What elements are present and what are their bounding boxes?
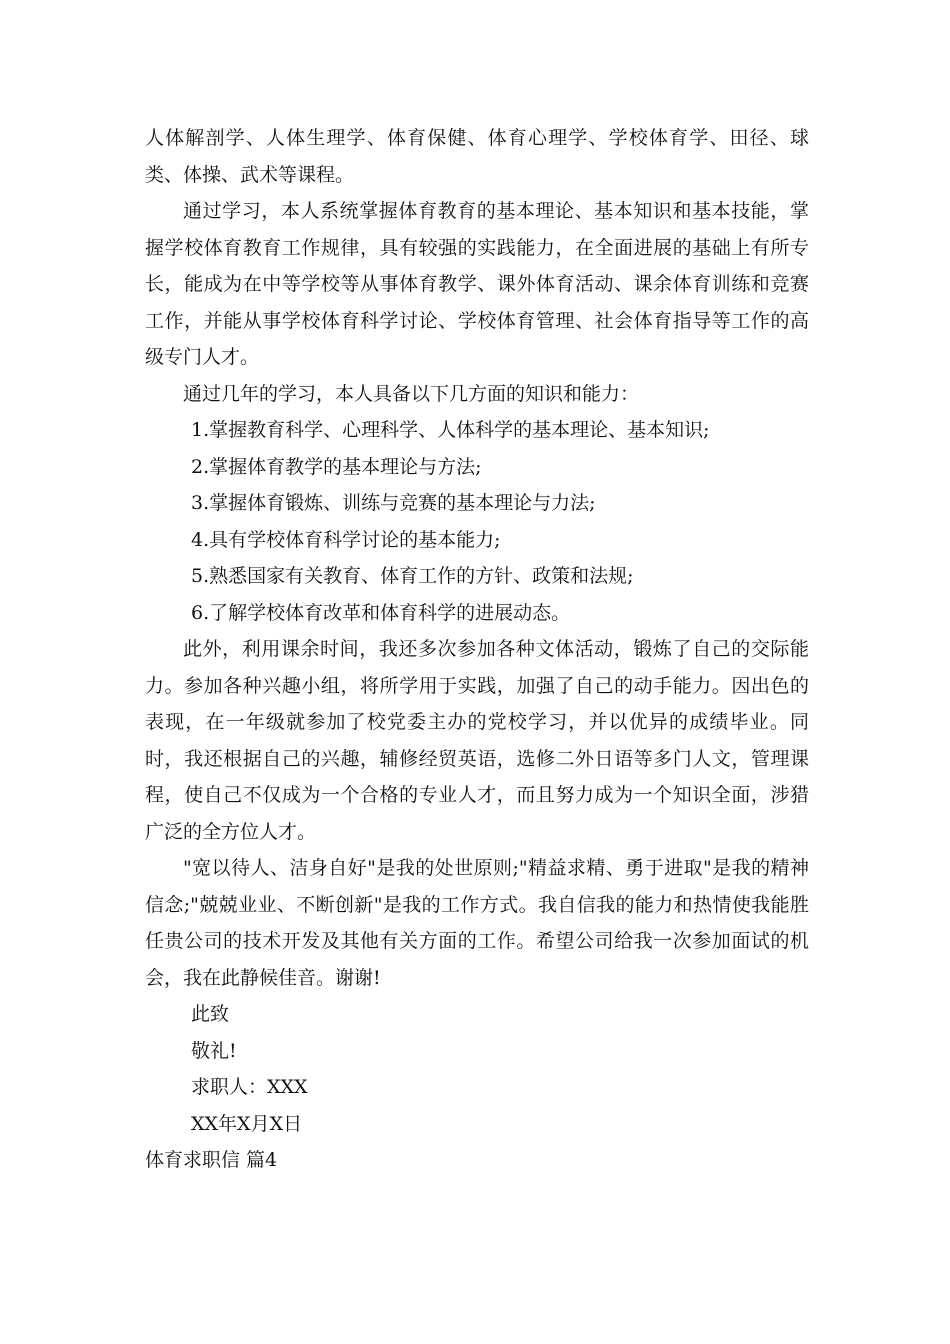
letter-closing [145,996,809,1142]
closing-date: XX年X月X日 [191,1112,303,1135]
closing-salutation: 此致 [191,1003,230,1025]
paragraph-abilities-intro: 通过几年的学习，本人具备以下几方面的知识和能力： [183,382,640,405]
paragraph-study-summary: 通过学习，本人系统掌握体育教育的基本理论、基本知识和基本技能，掌握学校体育教育工作规律，具有较强的实践能力，在全面进展的基础上有所专长，能成为在中等学校等从事体育教学、课外体育活动、课余体育训练和竞赛工作，并能从事学校体育科学讨论、学校体育管理、社会体育指导等工作的高级专门人才。 [145,200,809,368]
paragraph-principles: "宽以待人、洁身自好"是我的处世原则;"精益求精、勇于进取"是我的精神信念;"兢兢业业、不断创新"是我的工作方式。我自信我的能力和热情使我能胜任贵公司的技术开发及其他有关方面的工作。希望公司给我一次参加面试的机会，我在此静候佳音。谢谢! [145,857,809,989]
list-item: 2.掌握体育教学的基本理论与方法; [191,455,482,478]
list-item: 6.了解学校体育改革和体育科学的进展动态。 [191,601,571,624]
paragraph-course-list: 人体解剖学、人体生理学、体育保健、体育心理学、学校体育学、田径、球类、体操、武术等课程。 [145,127,809,186]
document-body [145,120,809,1179]
list-item: 4.具有学校体育科学讨论的基本能力; [191,528,501,551]
list-item: 3.掌握体育锻炼、训练与竞赛的基本理论与力法; [191,492,596,514]
list-item: 1.掌握教育科学、心理科学、人体科学的基本理论、基本知识; [191,419,710,441]
list-item: 5.熟悉国家有关教育、体育工作的方针、政策和法规; [191,565,634,587]
closing-applicant: 求职人：XXX [191,1076,308,1098]
closing-regards: 敬礼! [191,1039,237,1062]
section-heading: 体育求职信 篇4 [145,1149,278,1171]
paragraph-extracurricular: 此外，利用课余时间，我还多次参加各种文体活动，锻炼了自己的交际能力。参加各种兴趣小组，将所学用于实践，加强了自己的动手能力。因出色的表现，在一年级就参加了校党委主办的党校学习，并以优异的成绩毕业。同时，我还根据自己的兴趣，辅修经贸英语，选修二外日语等多门人文，管理课程，使自己不仅成为一个合格的专业人才，而且努力成为一个知识全面，涉猎广泛的全方位人才。 [145,638,809,843]
abilities-list [145,412,809,631]
